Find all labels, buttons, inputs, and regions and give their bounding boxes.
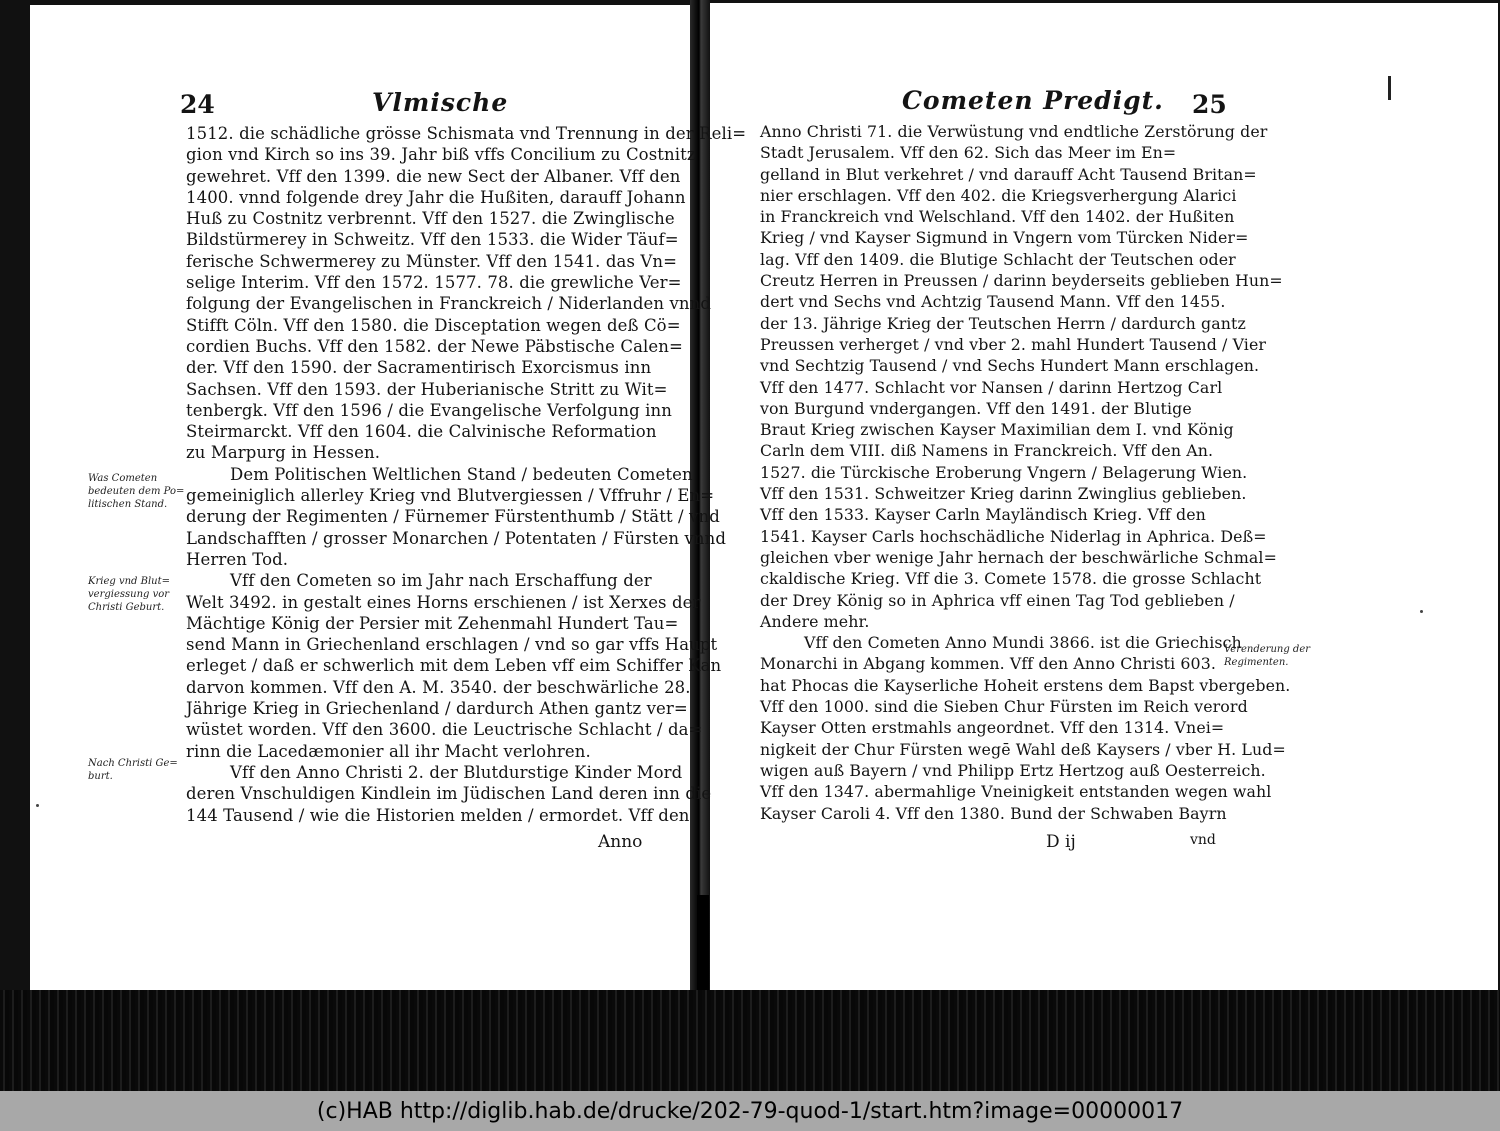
text-line: deren Vnschuldigen Kindlein im Jüdischen Land deren inn die xyxy=(186,784,712,804)
text-line: hat Phocas die Kayserliche Hoheit erstens dem Bapst vbergeben. xyxy=(760,675,1291,695)
text-line: zu Marpurg in Hessen. xyxy=(186,443,381,463)
left-page-number: 24 xyxy=(180,90,215,119)
text-line: Vff den Cometen Anno Mundi 3866. ist die Griechisch xyxy=(804,633,1242,653)
left-catchword: Anno xyxy=(598,832,643,852)
signature-mark: D ij xyxy=(1046,832,1076,852)
scan-bottom-edge xyxy=(0,990,1500,1091)
text-line: Andere mehr. xyxy=(760,611,870,631)
text-line: 144 Tausend / wie die Historien melden / ermordet. Vff den xyxy=(186,805,690,825)
text-line: dert vnd Sechs vnd Achtzig Tausend Mann. Vff den 1455. xyxy=(760,292,1226,312)
text-line: von Burgund vndergangen. Vff den 1491. der Blutige xyxy=(760,398,1192,418)
text-line: Preussen verherget / vnd vber 2. mahl Hundert Tausend / Vier xyxy=(760,334,1267,354)
text-line: Huß zu Costnitz verbrennt. Vff den 1527. die Zwinglische xyxy=(186,209,675,229)
text-line: 1512. die schädliche grösse Schismata vnd Trennung in der Reli= xyxy=(186,124,747,143)
margin-note-line: Christi Geburt. xyxy=(88,602,165,613)
margin-note-line: bedeuten dem Po= xyxy=(88,486,185,497)
margin-note xyxy=(1224,643,1310,669)
text-line: Vff den 1000. sind die Sieben Chur Fürsten im Reich verord xyxy=(760,697,1248,717)
text-line: Anno Christi 71. die Verwüstung vnd endtliche Zerstörung der xyxy=(760,122,1268,141)
text-line: gion vnd Kirch so ins 39. Jahr biß vffs Concilium zu Costnitz xyxy=(186,145,696,165)
text-line: Braut Krieg zwischen Kayser Maximilian dem I. vnd König xyxy=(760,420,1234,440)
text-line: derung der Regimenten / Fürnemer Fürstenthumb / Stätt / vnd xyxy=(186,507,720,527)
credit-bar xyxy=(0,1091,1500,1131)
text-line: der Drey König so in Aphrica vff einen Tag Tod geblieben / xyxy=(760,590,1235,610)
text-line: der. Vff den 1590. der Sacramentirisch Exorcismus inn xyxy=(186,358,652,378)
margin-note-line: Nach Christi Ge= xyxy=(88,758,178,769)
margin-note-line: litischen Stand. xyxy=(88,499,168,510)
text-line: Vff den 1533. Kayser Carln Mayländisch Krieg. Vff den xyxy=(760,505,1206,525)
text-line: darvon kommen. Vff den A. M. 3540. der beschwärliche 28. xyxy=(186,677,691,697)
text-line: 1400. vnnd folgende drey Jahr die Hußiten, darauff Johann xyxy=(186,187,686,207)
text-line: Krieg / vnd Kayser Sigmund in Vngern vom Türcken Nider= xyxy=(760,228,1249,248)
text-line: Jährige Krieg in Griechenland / dardurch Athen gantz ver= xyxy=(186,699,688,719)
text-line: Stadt Jerusalem. Vff den 62. Sich das Meer im En= xyxy=(760,143,1177,163)
text-line: Vff den Cometen so im Jahr nach Erschaffung der xyxy=(230,571,652,591)
text-line: Landschafften / grosser Monarchen / Potentaten / Fürsten vnnd xyxy=(186,528,727,548)
text-line: selige Interim. Vff den 1572. 1577. 78. die grewliche Ver= xyxy=(186,273,682,293)
text-line: tenbergk. Vff den 1596 / die Evangelische Verfolgung inn xyxy=(186,400,672,420)
text-line: Monarchi in Abgang kommen. Vff den Anno Christi 603. xyxy=(760,654,1216,674)
ink-spot xyxy=(36,804,39,807)
text-line: 1527. die Türckische Eroberung Vngern / Belagerung Wien. xyxy=(760,462,1248,482)
text-line: Bildstürmerey in Schweitz. Vff den 1533. die Wider Täuf= xyxy=(186,230,679,250)
right-running-head: Cometen Predigt. xyxy=(902,86,1164,115)
text-line: in Franckreich vnd Welschland. Vff den 1402. der Hußiten xyxy=(760,207,1235,227)
text-line: Steirmarckt. Vff den 1604. die Calvinische Reformation xyxy=(186,422,657,442)
margin-note xyxy=(88,575,170,614)
text-line: der 13. Jährige Krieg der Teutschen Herrn / dardurch gantz xyxy=(760,313,1246,333)
text-line: folgung der Evangelischen in Franckreich / Niderlanden vnnd xyxy=(186,294,712,314)
text-line: nigkeit der Chur Fürsten wegē Wahl deß Kaysers / vber H. Lud= xyxy=(760,739,1286,759)
margin-note-line: vergiessung vor xyxy=(88,589,170,600)
text-line: wüstet worden. Vff den 3600. die Leuctrische Schlacht / da= xyxy=(186,720,703,740)
text-line: Dem Politischen Weltlichen Stand / bedeuten Cometen xyxy=(230,464,693,484)
text-line: Vff den 1347. abermahlige Vneinigkeit entstanden wegen wahl xyxy=(760,782,1272,802)
right-page-number: 25 xyxy=(1192,90,1227,119)
gutter-shadow xyxy=(697,895,709,995)
text-line: Sachsen. Vff den 1593. der Huberianische Stritt zu Wit= xyxy=(186,379,668,399)
text-line: rinn die Lacedæmonier all ihr Macht verlohren. xyxy=(186,741,591,761)
text-line: Stifft Cöln. Vff den 1580. die Disceptation wegen deß Cö= xyxy=(186,315,681,335)
text-line: Herren Tod. xyxy=(186,549,289,569)
text-line: Carln dem VIII. diß Namens in Franckreich. Vff den An. xyxy=(760,441,1214,461)
text-line: wigen auß Bayern / vnd Philipp Ertz Hertzog auß Oesterreich. xyxy=(760,760,1266,780)
text-line: lag. Vff den 1409. die Blutige Schlacht der Teutschen oder xyxy=(760,249,1236,269)
text-line: gleichen vber wenige Jahr hernach der beschwärliche Schmal= xyxy=(760,547,1277,567)
left-body-text xyxy=(186,123,746,826)
text-line: Welt 3492. in gestalt eines Horns erschienen / ist Xerxes der xyxy=(186,592,701,612)
left-running-head: Vlmische xyxy=(372,88,509,117)
text-line: erleget / daß er schwerlich mit dem Leben vff eim Schiffer Kan xyxy=(186,656,722,676)
text-line: ferische Schwermerey zu Münster. Vff den 1541. das Vn= xyxy=(186,251,678,271)
text-line: Kayser Otten erstmahls angeordnet. Vff den 1314. Vnei= xyxy=(760,718,1225,738)
margin-note xyxy=(88,757,178,783)
margin-note-line: Krieg vnd Blut= xyxy=(88,576,171,587)
text-line: cordien Buchs. Vff den 1582. der Newe Päbstische Calen= xyxy=(186,336,683,356)
text-line: Kayser Caroli 4. Vff den 1380. Bund der Schwaben Bayrn xyxy=(760,803,1227,823)
text-line: vnd Sechtzig Tausend / vnd Sechs Hundert Mann erschlagen. xyxy=(760,356,1260,376)
text-line: Vff den Anno Christi 2. der Blutdurstige Kinder Mord xyxy=(230,762,683,782)
text-line: 1541. Kayser Carls hochschädliche Niderlag in Aphrica. Deß= xyxy=(760,526,1267,546)
margin-note-line: Was Cometen xyxy=(88,473,158,484)
margin-note xyxy=(88,472,184,511)
text-line: ckaldische Krieg. Vff die 3. Comete 1578. die grosse Schlacht xyxy=(760,569,1262,589)
text-line: Vff den 1477. Schlacht vor Nansen / darinn Hertzog Carl xyxy=(760,377,1223,397)
margin-note-line: Verenderung der xyxy=(1224,644,1311,655)
text-line: send Mann in Griechenland erschlagen / vnd so gar vffs Haupt xyxy=(186,635,718,655)
ink-spot xyxy=(1420,610,1423,613)
right-catchword: vnd xyxy=(1190,832,1216,848)
text-line: nier erschlagen. Vff den 402. die Kriegsverhergung Alarici xyxy=(760,185,1237,205)
margin-note-line: burt. xyxy=(88,771,113,782)
text-line: gelland in Blut verkehret / vnd darauff Acht Tausend Britan= xyxy=(760,164,1257,184)
page-edge-mark xyxy=(1388,76,1391,100)
text-line: Mächtige König der Persier mit Zehenmahl Hundert Tau= xyxy=(186,613,679,633)
text-line: gemeiniglich allerley Krieg vnd Blutvergiessen / Vffruhr / En= xyxy=(186,486,715,506)
copyright-url: (c)HAB http://diglib.hab.de/drucke/202-79-quod-1/start.htm?image=00000017 xyxy=(316,1098,1184,1124)
right-body-text xyxy=(760,121,1290,824)
text-line: gewehret. Vff den 1399. die new Sect der Albaner. Vff den xyxy=(186,166,681,186)
text-line: Vff den 1531. Schweitzer Krieg darinn Zwinglius geblieben. xyxy=(760,484,1247,504)
text-line: Creutz Herren in Preussen / darinn beyderseits geblieben Hun= xyxy=(760,271,1283,291)
margin-note-line: Regimenten. xyxy=(1224,657,1289,668)
